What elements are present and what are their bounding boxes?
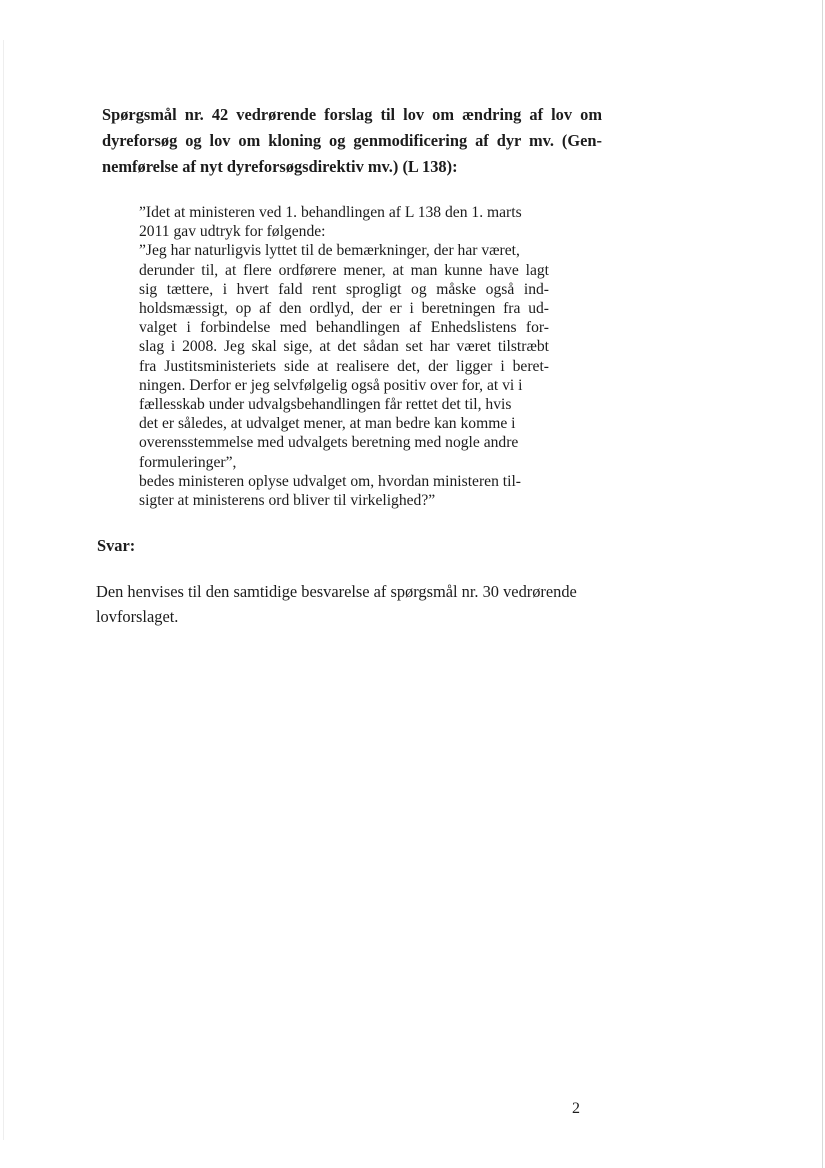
quote-line: fra Justitsministeriets side at realisere det, der ligger i beret-	[139, 357, 549, 375]
quote-line: bedes ministeren oplyse udvalget om, hvordan ministeren til-	[139, 472, 521, 490]
question-heading	[102, 102, 602, 180]
quote-line: ”Idet at ministeren ved 1. behandlingen af L 138 den 1. marts	[139, 204, 522, 221]
quote-line: ningen. Derfor er jeg selvfølgelig også positiv over for, at vi i	[139, 376, 523, 394]
quote-line: holdsmæssigt, op af den ordlyd, der er i beretningen fra ud-	[139, 300, 549, 318]
quote-line: derunder til, at flere ordførere mener, at man kunne have lagt	[139, 261, 549, 279]
heading-line: nemførelse af nyt dyreforsøgsdirektiv mv.) (L 138):	[102, 157, 458, 176]
heading-line: Spørgsmål nr. 42 vedrørende forslag til lov om ændring af lov om	[102, 105, 602, 124]
quote-line: fællesskab under udvalgsbehandlingen får rettet det til, hvis	[139, 396, 512, 414]
quote-line: 2011 gav udtryk for følgende:	[139, 223, 326, 241]
quote-line: valget i forbindelse med behandlingen af Enhedslistens for-	[139, 319, 549, 337]
quote-line: sigter at ministerens ord bliver til virkelighed?”	[139, 492, 436, 510]
scan-edge-left	[3, 40, 4, 1140]
answer-line: lovforslaget.	[96, 606, 179, 626]
quote-line: det er således, at udvalget mener, at man bedre kan komme i	[139, 415, 516, 433]
quote-line: overensstemmelse med udvalgets beretning med nogle andre	[139, 434, 519, 452]
answer-line: Den henvises til den samtidige besvarelse af spørgsmål nr. 30 vedrørende	[96, 582, 577, 601]
quote-line: slag i 2008. Jeg skal sige, at det sådan set har været tilstræbt	[139, 338, 549, 356]
page-number: 2	[572, 1100, 580, 1117]
quote-line: sig tættere, i hvert fald rent sprogligt og måske også ind-	[139, 280, 549, 298]
quote-line: ”Jeg har naturligvis lyttet til de bemærkninger, der har været,	[139, 242, 520, 260]
heading-line: dyreforsøg og lov om kloning og genmodificering af dyr mv. (Gen-	[102, 131, 602, 150]
quote-line: formuleringer”,	[139, 453, 237, 471]
scan-edge-right	[822, 0, 823, 1168]
answer-text	[96, 580, 591, 629]
answer-label: Svar:	[97, 536, 136, 555]
question-quote	[139, 203, 549, 510]
